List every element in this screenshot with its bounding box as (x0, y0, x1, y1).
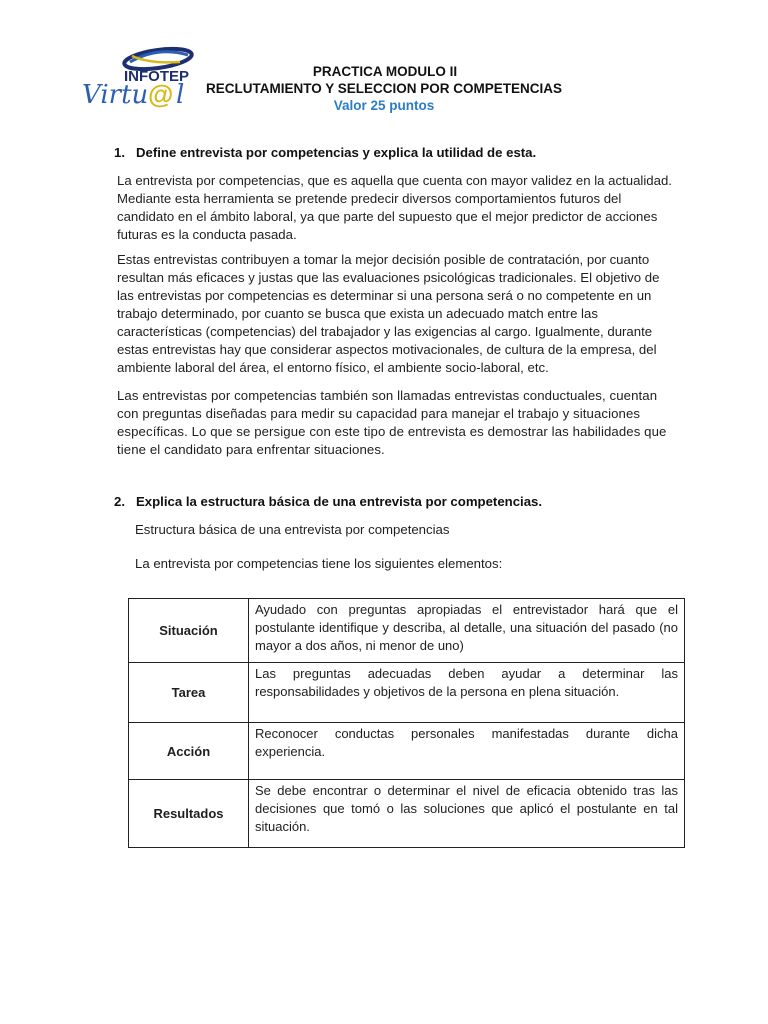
answer-1-paragraph-3: Las entrevistas por competencias también son llamadas entrevistas conductuales, cuentan con preguntas diseñadas para medir su capacidad para manejar el trabajo y situaciones específicas. Lo que se persigue con este tipo de entrevista es demostrar las habilidades que tiene el candidato para enfrentar situaciones. (117, 388, 667, 457)
question-1 (114, 145, 536, 160)
interview-elements-table (128, 598, 685, 848)
table-description-cell: Se debe encontrar o determinar el nivel de eficacia obtenido tras las decisiones que tomó o las soluciones que aplicó el postulante en tal situación. (249, 780, 685, 848)
table-term-cell: Acción (129, 723, 249, 780)
answer-2-intro: La entrevista por competencias tiene los siguientes elementos: (135, 556, 503, 571)
svg-text:INFOTEP: INFOTEP (124, 68, 190, 85)
svg-text:l: l (176, 80, 185, 108)
table-term-cell: Resultados (129, 780, 249, 848)
answer-1-paragraph-1: La entrevista por competencias, que es aquella que cuenta con mayor validez en la actualidad. Mediante esta herramienta se pretende predecir diversos comportamientos futuros del candidato en el ámbito laboral, ya que parte del supuesto que el mejor predictor de acciones futuras es la conducta pasada. (117, 173, 672, 242)
practice-title: PRACTICA MODULO II (312, 64, 458, 79)
table-description-cell: Reconocer conductas personales manifestadas durante dicha experiencia. (249, 723, 685, 780)
document-header (0, 63, 768, 115)
question-2-text: Explica la estructura básica de una entrevista por competencias. (136, 494, 543, 509)
table-description-cell: Ayudado con preguntas apropiadas el entrevistador hará que el postulante identifique y describa, al detalle, una situación del pasado (no mayor a dos años, ni menor de uno) (249, 599, 685, 663)
question-1-number: 1. (114, 145, 125, 160)
answer-2-subtitle: Estructura básica de una entrevista por competencias (135, 522, 450, 537)
table-term-cell: Tarea (129, 663, 249, 723)
course-title: RECLUTAMIENTO Y SELECCION POR COMPETENCIAS (205, 81, 563, 96)
answer-1-paragraph-2: Estas entrevistas contribuyen a tomar la mejor decisión posible de contratación, por cuanto resultan más eficaces y justas que las evaluaciones psicológicas tradicionales. El objetivo de las entrevistas por competencias es determinar si una persona será o no competente en un trabajo determinado, por cuanto se busca que exista un adecuado match entre las características (competencias) del trabajador y las exigencias al cargo. Igualmente, durante estas entrevistas hay que considerar aspectos motivacionales, de cultura de la empresa, del ambiente laboral del área, el entorno físico, el ambiente socio-laboral, etc. (117, 252, 660, 375)
question-2 (114, 494, 542, 509)
question-1-text: Define entrevista por competencias y explica la utilidad de esta. (136, 145, 537, 160)
table-description-cell: Las preguntas adecuadas deben ayudar a determinar las responsabilidades y objetivos de la persona en plena situación. (249, 663, 685, 723)
table-row (129, 780, 685, 848)
table-term-cell: Situación (129, 599, 249, 663)
table-row (129, 723, 685, 780)
points-value: Valor 25 puntos (333, 98, 435, 113)
table-row (129, 599, 685, 663)
table-row (129, 663, 685, 723)
svg-text:Virtu: Virtu (82, 80, 149, 108)
question-2-number: 2. (114, 494, 125, 509)
svg-text:@: @ (148, 79, 174, 108)
